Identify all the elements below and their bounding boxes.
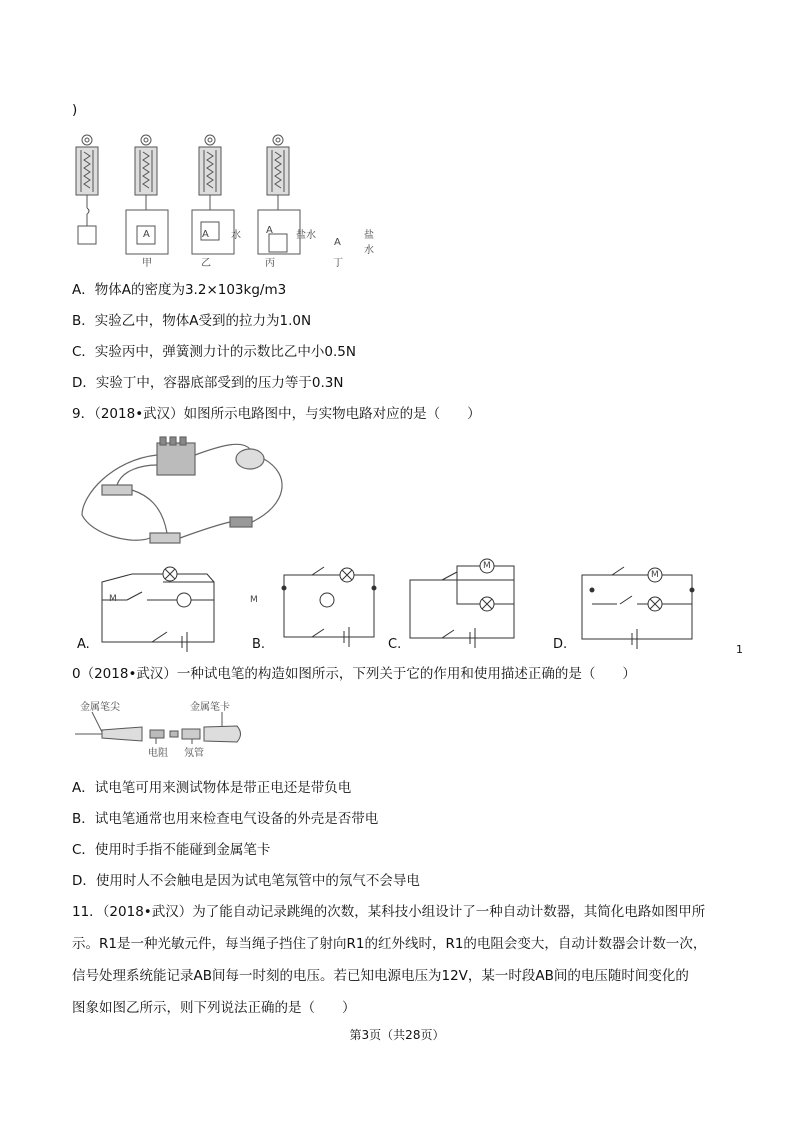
q8-spring-scale-figure xyxy=(60,130,374,270)
q9-stem: 9．（2018•武汉）如图所示电路图中，与实物电路对应的是（ ） xyxy=(72,406,481,422)
physical-circuit-drawing xyxy=(72,435,302,555)
q9-physical-circuit xyxy=(72,435,302,555)
caption-bing: 丙 xyxy=(265,258,275,269)
spring-scale-ding xyxy=(258,135,300,254)
circuit-c xyxy=(410,559,514,648)
spring-scale-bing xyxy=(192,135,234,254)
block-label-bing: A xyxy=(266,225,273,236)
q10-option-b: B．试电笔通常也用来检查电气设备的外壳是否带电 xyxy=(72,811,379,827)
q8-option-c: C．实验丙中，弹簧测力计的示数比乙中小0.5N xyxy=(72,344,356,360)
q11-line-1: 11．（2018•武汉）为了能自动记录跳绳的次数，某科技小组设计了一种自动计数器，其简化电路如图甲所 xyxy=(72,904,706,920)
stray-mark: 1 xyxy=(736,643,743,656)
circuit-option-c: C. xyxy=(388,637,402,652)
q8-option-b: B．实验乙中，物体A受到的拉力为1.0N xyxy=(72,313,312,329)
circuit-diagrams xyxy=(72,560,732,660)
q11-line-2: 示。R1是一种光敏元件，每当绳子挡住了射向R1的红外线时，R1的电阻会变大，自动计数器会计数一次， xyxy=(72,936,707,952)
q10-test-pen-figure xyxy=(72,696,272,760)
spring-scale-jia xyxy=(76,135,98,244)
q10-option-d: D．使用时人不会触电是因为试电笔氖管中的氖气不会导电 xyxy=(72,873,420,889)
label-neon-tube: 氖管 xyxy=(184,748,204,759)
label-metal-tip: 金属笔尖 xyxy=(80,702,120,713)
block-label-jia: A xyxy=(143,229,150,240)
q8-stem-tail: ) xyxy=(72,102,78,118)
q10-option-a: A．试电笔可用来测试物体是带正电还是带负电 xyxy=(72,780,352,796)
block-label-yi: A xyxy=(202,229,209,240)
circuit-option-d: D. xyxy=(553,637,568,652)
q10-option-c: C．使用时手指不能碰到金属笔卡 xyxy=(72,842,271,858)
caption-ding: 丁 xyxy=(333,258,343,269)
liquid-label-ding: 盐水 xyxy=(364,230,374,256)
spring-scales-diagram xyxy=(60,130,350,270)
q11-line-4: 图象如图乙所示，则下列说法正确的是（ ） xyxy=(72,1000,356,1016)
liquid-label-yi: 水 xyxy=(231,230,241,241)
motor-label-b: M xyxy=(250,595,258,605)
circuit-option-b: B. xyxy=(252,637,266,652)
circuit-a xyxy=(102,567,214,652)
caption-jia: 甲 xyxy=(142,258,152,269)
page-footer: 第3页（共28页） xyxy=(349,1028,445,1042)
q10-stem: 0（2018•武汉）一种试电笔的构造如图所示，下列关于它的作用和使用描述正确的是（ ） xyxy=(72,666,636,682)
q11-line-3: 信号处理系统能记录AB间每一时刻的电压。若已知电源电压为12V，某一时段AB间的电压随时间变化的 xyxy=(72,968,689,984)
test-pen-drawing xyxy=(72,696,272,760)
circuit-option-a: A. xyxy=(77,637,90,652)
q8-option-a: A．物体A的密度为3.2×103kg/m3 xyxy=(72,282,287,298)
motor-label-d: M xyxy=(651,570,659,580)
q8-option-d: D．实验丁中，容器底部受到的压力等于0.3N xyxy=(72,375,344,391)
block-label-ding: A xyxy=(334,237,341,248)
motor-label-c: M xyxy=(483,561,491,571)
caption-yi: 乙 xyxy=(201,258,211,269)
label-metal-clip: 金属笔卡 xyxy=(190,702,230,713)
circuit-b xyxy=(282,567,376,647)
circuit-d xyxy=(582,567,694,649)
liquid-label-bing: 盐水 xyxy=(296,230,316,241)
q9-circuit-options xyxy=(72,560,743,660)
label-resistor: 电阻 xyxy=(148,748,168,759)
motor-label-a: M xyxy=(109,594,117,604)
